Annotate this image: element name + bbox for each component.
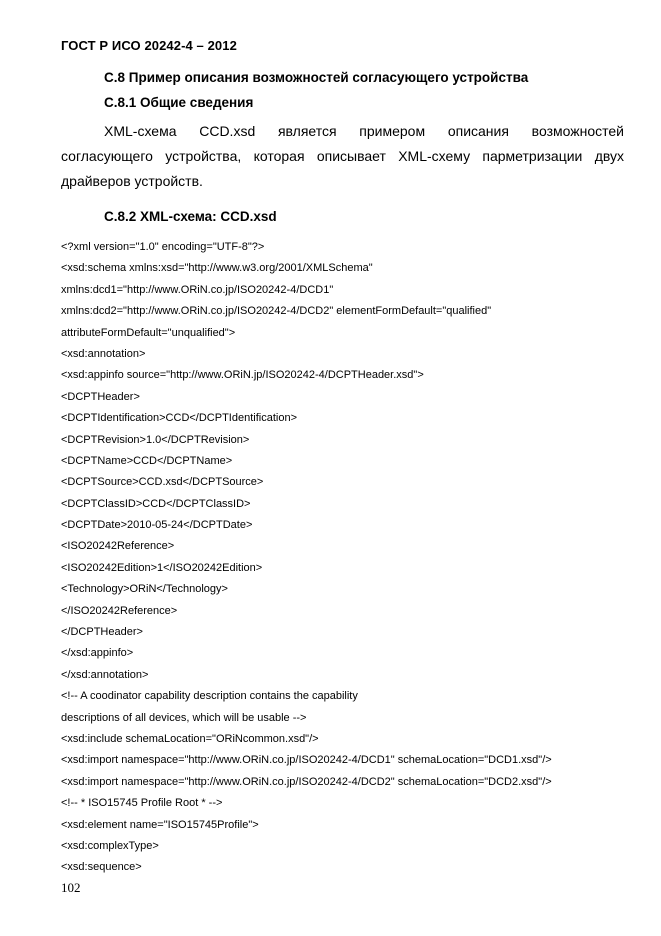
code-line: <xsd:complexType>	[61, 839, 159, 852]
code-line: <ISO20242Edition>1</ISO20242Edition>	[61, 561, 263, 574]
code-line: xmlns:dcd2="http://www.ORiN.co.jp/ISO20242-4/DCD2" elementFormDefault="qualified"	[61, 305, 492, 318]
code-line: </xsd:appinfo>	[61, 647, 134, 660]
section-c82-title: С.8.2 XML-схема: CCD.xsd	[104, 209, 277, 224]
standard-header: ГОСТ Р ИСО 20242-4 – 2012	[61, 38, 237, 53]
intro-paragraph	[61, 119, 624, 194]
paragraph-line: согласующего устройства, которая описывает XML-схему парметризации двух	[61, 148, 624, 164]
code-line: descriptions of all devices, which will be usable -->	[61, 711, 307, 724]
section-c81-title: С.8.1 Общие сведения	[104, 95, 254, 110]
code-line: <DCPTRevision>1.0</DCPTRevision>	[61, 433, 250, 446]
code-line: <xsd:annotation>	[61, 347, 146, 360]
page-number: 102	[61, 880, 81, 895]
code-line: <xsd:element name="ISO15745Profile">	[61, 818, 259, 831]
code-line: <DCPTName>CCD</DCPTName>	[61, 454, 233, 467]
code-line: <xsd:include schemaLocation="ORiNcommon.xsd"/>	[61, 732, 319, 745]
code-line: <?xml version="1.0" encoding="UTF-8"?>	[61, 241, 265, 253]
code-line: <xsd:import namespace="http://www.ORiN.co.jp/ISO20242-4/DCD1" schemaLocation="DCD1.xsd"/>	[61, 754, 552, 767]
code-line: <xsd:import namespace="http://www.ORiN.co.jp/ISO20242-4/DCD2" schemaLocation="DCD2.xsd"/>	[61, 775, 552, 788]
code-line: <ISO20242Reference>	[61, 540, 175, 553]
code-line: xmlns:dcd1="http://www.ORiN.co.jp/ISO20242-4/DCD1"	[61, 283, 334, 296]
paragraph-line: XML-схема CCD.xsd является примером описания возможностей	[104, 123, 624, 139]
code-line: <DCPTDate>2010-05-24</DCPTDate>	[61, 519, 253, 532]
code-line: <!-- * ISO15745 Profile Root * -->	[61, 797, 223, 810]
code-line: </ISO20242Reference>	[61, 604, 178, 617]
code-line: <xsd:schema xmlns:xsd="http://www.w3.org/2001/XMLSchema"	[61, 262, 373, 275]
paragraph-line: драйверов устройств.	[61, 173, 203, 189]
code-line: <DCPTClassID>CCD</DCPTClassID>	[61, 497, 251, 510]
section-c8-title: С.8 Пример описания возможностей согласующего устройства	[104, 70, 529, 85]
code-line: <xsd:appinfo source="http://www.ORiN.jp/ISO20242-4/DCPTHeader.xsd">	[61, 369, 424, 382]
xml-code-listing	[61, 237, 651, 879]
code-line: <DCPTSource>CCD.xsd</DCPTSource>	[61, 476, 264, 489]
code-line: <xsd:sequence>	[61, 861, 142, 874]
code-line: <Technology>ORiN</Technology>	[61, 583, 228, 596]
code-line: <DCPTHeader>	[61, 390, 140, 403]
code-line: <!-- A coodinator capability description contains the capability	[61, 690, 358, 703]
code-line: </xsd:annotation>	[61, 668, 149, 681]
code-line: attributeFormDefault="unqualified">	[61, 326, 236, 339]
code-line: </DCPTHeader>	[61, 626, 143, 639]
code-line: <DCPTIdentification>CCD</DCPTIdentification>	[61, 412, 297, 425]
